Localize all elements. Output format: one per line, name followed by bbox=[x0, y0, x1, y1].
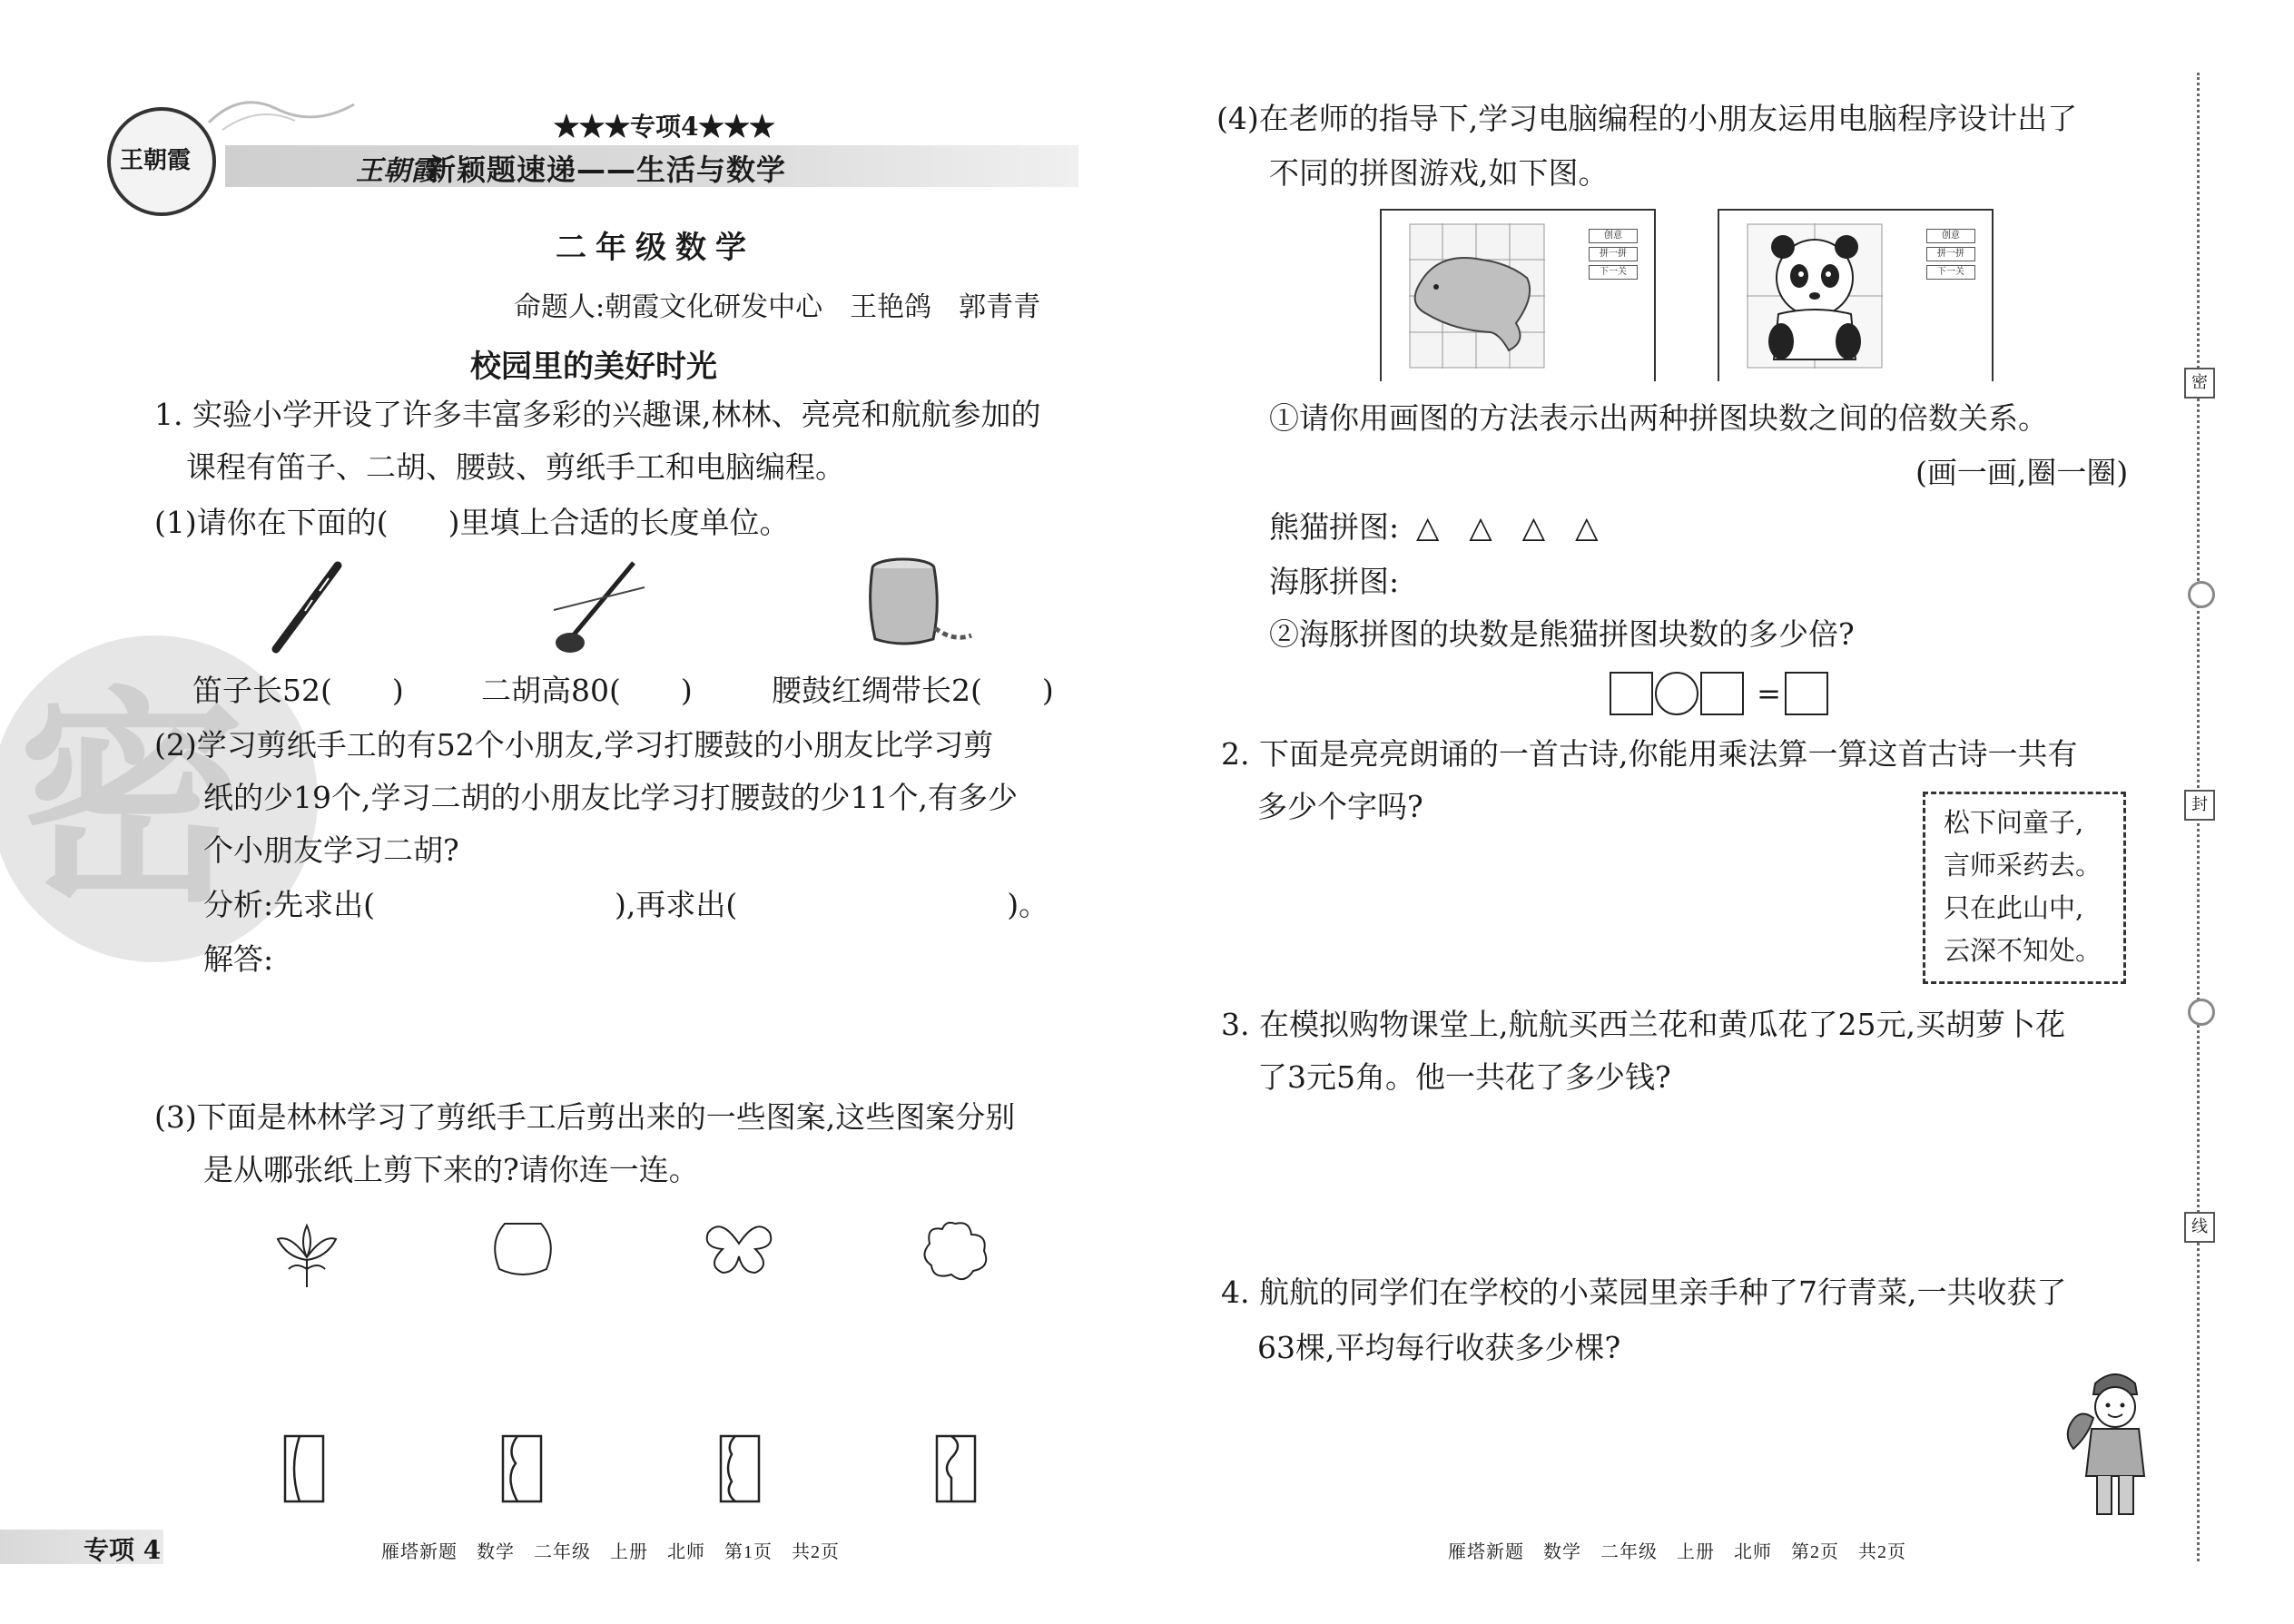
q2-line1: 2. 下面是亮亮朗诵的一首古诗,你能用乘法算一算这首古诗一共有 bbox=[1221, 736, 2078, 772]
side-mark-1: 密 bbox=[2184, 368, 2215, 399]
section-title: 校园里的美好时光 bbox=[470, 349, 717, 385]
q1-4-b: ②海豚拼图的块数是熊猫拼图块数的多少倍? bbox=[1269, 616, 1855, 652]
equation-template bbox=[1610, 672, 1828, 715]
poem-box bbox=[1923, 792, 2126, 984]
answer-label: 解答: bbox=[203, 941, 274, 977]
q1-3-line1: (3)下面是林林学习了剪纸手工后剪出来的一些图案,这些图案分别 bbox=[154, 1099, 1016, 1135]
paper-c-icon bbox=[717, 1432, 763, 1505]
panda-triangles: △ △ △ △ bbox=[1416, 509, 1599, 545]
q1-4-a-hint: (画一画,圈一圈) bbox=[1915, 455, 2129, 490]
q1-1: (1)请你在下面的( )里填上合适的长度单位。 bbox=[154, 505, 790, 540]
q1-2-line3: 个小朋友学习二胡? bbox=[203, 832, 459, 868]
drum-blank: 腰鼓红绸带长2( ) bbox=[772, 673, 1054, 708]
q3-line2: 了3元5角。他一共花了多少钱? bbox=[1257, 1059, 1671, 1095]
q1-4-a: ①请你用画图的方法表示出两种拼图块数之间的倍数关系。 bbox=[1269, 400, 2048, 436]
q1-4-line1: (4)在老师的指导下,学习电脑编程的小朋友运用电脑程序设计出了 bbox=[1216, 101, 2078, 136]
authors-line: 命题人:朝霞文化研发中心 王艳鸽 郭青青 bbox=[514, 291, 1041, 323]
q1-2-line1: (2)学习剪纸手工的有52个小朋友,学习打腰鼓的小朋友比学习剪 bbox=[154, 727, 994, 763]
puzzle-btn-next-2: 下一关 bbox=[1926, 265, 1975, 280]
pattern-vase-icon bbox=[487, 1216, 559, 1280]
puzzle-btn-create: 创意 bbox=[1589, 229, 1638, 243]
equation-result-box bbox=[1785, 672, 1828, 715]
panda-label: 熊猫拼图: bbox=[1269, 509, 1400, 545]
q2-line2: 多少个字吗? bbox=[1257, 789, 1423, 824]
poem-line-2: 言师采药去。 bbox=[1944, 850, 2102, 881]
erhu-icon bbox=[543, 556, 652, 660]
flute-icon bbox=[265, 558, 347, 658]
poem-line-3: 只在此山中, bbox=[1944, 892, 2084, 923]
waist-drum-icon bbox=[862, 556, 980, 655]
panda-puzzle-grid bbox=[1747, 223, 1883, 369]
grade-title: 二年级数学 bbox=[556, 230, 755, 266]
dolphin-puzzle-grid bbox=[1409, 223, 1545, 369]
q1-2-line2: 纸的少19个,学习二胡的小朋友比学习打腰鼓的少11个,有多少 bbox=[203, 780, 1018, 815]
flute-blank: 笛子长52( ) bbox=[192, 673, 404, 708]
q4-line1: 4. 航航的同学们在学校的小菜园里亲手种了7行青菜,一共收获了 bbox=[1221, 1275, 2067, 1310]
series-tag: ★★★专项4★★★ bbox=[554, 112, 775, 142]
binding-hole-2 bbox=[2188, 999, 2215, 1026]
paper-b-icon bbox=[499, 1432, 545, 1505]
pattern-flower-icon bbox=[271, 1216, 343, 1289]
pattern-butterfly-icon bbox=[703, 1216, 775, 1280]
puzzle-btn-play: 拼一拼 bbox=[1589, 247, 1638, 261]
ribbon-decoration bbox=[204, 86, 359, 141]
q4-line2: 63棵,平均每行收获多少棵? bbox=[1257, 1330, 1621, 1365]
child-with-vegetables-illustration bbox=[2061, 1362, 2170, 1525]
erhu-blank: 二胡高80( ) bbox=[481, 673, 693, 708]
q1-4-line2: 不同的拼图游戏,如下图。 bbox=[1269, 155, 1609, 191]
dolphin-label: 海豚拼图: bbox=[1269, 564, 1400, 599]
equation-box-1 bbox=[1610, 672, 1653, 715]
q1-line2: 课程有笛子、二胡、腰鼓、剪纸手工和电脑编程。 bbox=[186, 449, 845, 485]
analysis-line: 分析:先求出( ),再求出( )。 bbox=[203, 887, 1049, 922]
binding-hole-1 bbox=[2188, 581, 2215, 608]
puzzle-btn-next: 下一关 bbox=[1589, 265, 1638, 280]
poem-line-1: 松下问童子, bbox=[1944, 807, 2084, 838]
q1-3-line2: 是从哪张纸上剪下来的?请你连一连。 bbox=[203, 1152, 699, 1187]
brand-seal bbox=[107, 107, 216, 216]
header-title: 新颖题速递——生活与数学 bbox=[427, 153, 787, 187]
panda-puzzle-screen bbox=[1718, 209, 1994, 381]
puzzle-btn-play-2: 拼一拼 bbox=[1926, 247, 1975, 261]
puzzle-btn-create-2: 创意 bbox=[1926, 229, 1975, 243]
equals-sign: = bbox=[1757, 676, 1781, 711]
paper-d-icon bbox=[933, 1432, 979, 1505]
brand-seal-text: 王朝霞 bbox=[120, 147, 192, 174]
side-mark-3: 线 bbox=[2184, 1212, 2215, 1243]
footer-tag: 专项 4 bbox=[84, 1535, 162, 1565]
equation-operator-circle bbox=[1655, 672, 1698, 715]
watermark-glyph: 密 bbox=[18, 665, 245, 932]
equation-box-2 bbox=[1700, 672, 1744, 715]
q3-line1: 3. 在模拟购物课堂上,航航买西兰花和黄瓜花了25元,买胡萝卜花 bbox=[1221, 1007, 2065, 1042]
dolphin-puzzle-screen bbox=[1380, 209, 1656, 381]
q1-line1: 1. 实验小学开设了许多丰富多彩的兴趣课,林林、亮亮和航航参加的 bbox=[154, 397, 1041, 432]
poem-line-4: 云深不知处。 bbox=[1944, 935, 2102, 966]
brand-name: 王朝霞 bbox=[356, 155, 438, 187]
footer-right: 雁塔新题 数学 二年级 上册 北师 第2页 共2页 bbox=[1448, 1542, 1906, 1562]
side-mark-2: 封 bbox=[2184, 790, 2215, 821]
footer-left: 雁塔新题 数学 二年级 上册 北师 第1页 共2页 bbox=[381, 1542, 840, 1562]
pattern-cloud-icon bbox=[919, 1216, 991, 1284]
paper-a-icon bbox=[281, 1432, 327, 1505]
